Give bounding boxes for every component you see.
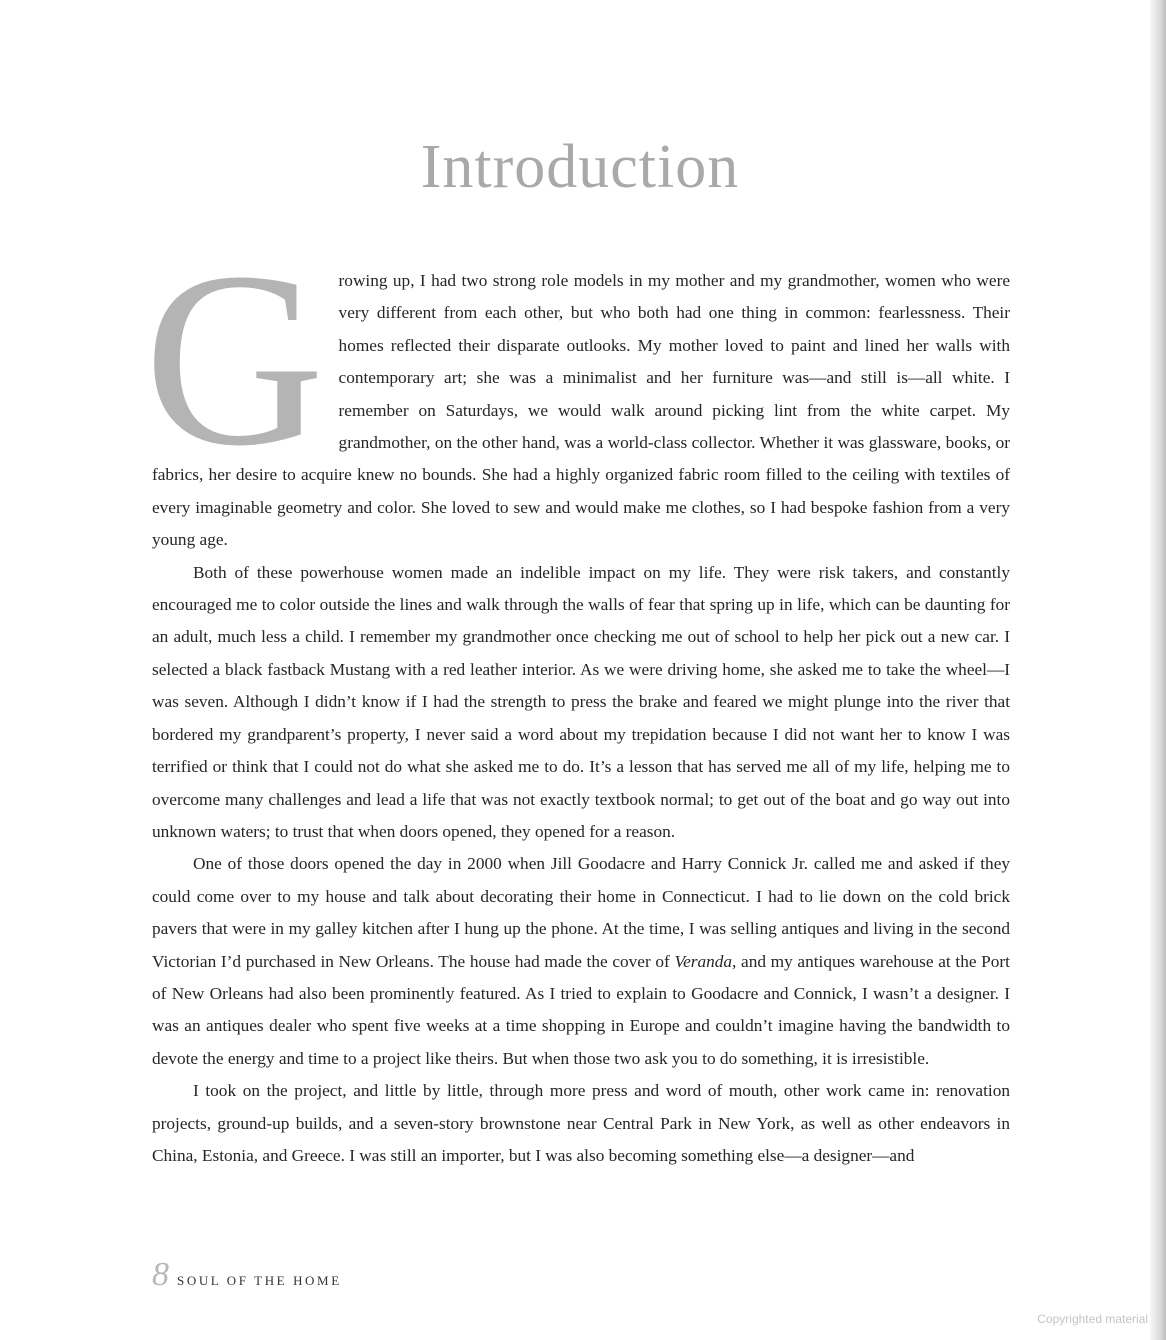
paragraph-3-text-b: , and my antiques warehouse at the Port of New Orleans had also been prominently featured. As I tried to explain to Goodacre and Connick, I wasn’t a designer. I was an antiques dealer who spent five weeks at a time shopping in Europe and couldn’t imagine having the bandwidth to devote the energy and time to a project like theirs. But when those two ask you to do something, it is irresistible. (152, 951, 1010, 1068)
paragraph-3 (152, 848, 1010, 1075)
page-footer (152, 1256, 342, 1293)
running-title: SOUL OF THE HOME (177, 1273, 342, 1288)
paragraph-4: I took on the project, and little by little, through more press and word of mouth, other work came in: renovation projects, ground-up builds, and a seven-story brownstone near Central Park in New York, as well as other endeavors in China, Estonia, and Greece. I was still an importer, but I was also becoming something else—a designer—and (152, 1081, 1010, 1165)
drop-cap: G (144, 221, 325, 498)
page-number: 8 (152, 1256, 169, 1293)
magazine-title: Veranda (674, 951, 733, 971)
page-title: Introduction (420, 133, 740, 201)
body-text (144, 221, 1010, 1172)
copyright-watermark: Copyrighted material (1037, 1312, 1148, 1326)
paragraph-1-text: rowing up, I had two strong role models in my mother and my grandmother, women who were very different from each other, but who both had one thing in common: fearlessness. Their homes reflected their disparate outlooks. My mother loved to paint and lined her walls with contemporary art; she was a minimalist and her furniture was—and still is—all white. I remember on Saturdays, we would walk around picking lint from the white carpet. My grandmother, on the other hand, was a world-class collector. Whether it was glassware, books, or fabrics, her desire to acquire knew no bounds. She had a highly organized fabric room filled to the ceiling with textiles of every imaginable geometry and color. She loved to sew and would make me clothes, so I had bespoke fashion from a very young age. (152, 271, 1010, 550)
paragraph-3-text-a: One of those doors opened the day in 2000 when Jill Goodacre and Harry Connick Jr. called me and asked if they could come over to my house and talk about decorating their home in Connecticut. I had to lie down on the cold brick pavers that were in my galley kitchen after I hung up the phone. At the time, I was selling antiques and living in the second Victorian I’d purchased in New Orleans. The house had made the cover of (152, 854, 1010, 971)
paragraph-1 (144, 221, 1010, 557)
paragraph-2: Both of these powerhouse women made an indelible impact on my life. They were risk takers, and constantly encouraged me to color outside the lines and walk through the walls of fear that spring up in life, which can be daunting for an adult, much less a child. I remember my grandmother once checking me out of school to help her pick out a new car. I selected a black fastback Mustang with a red leather interior. As we were driving home, she asked me to take the wheel—I was seven. Although I didn’t know if I had the strength to press the brake and feared we might plunge into the river that bordered my grandparent’s property, I never said a word about my trepidation because I did not want her to know I was terrified or think that I could not do what she asked me to do. It’s a lesson that has served me all of my life, helping me to overcome many challenges and lead a life that was not exactly textbook normal; to get out of the boat and go way out into unknown waters; to trust that when doors opened, they opened for a reason. (152, 562, 1010, 841)
